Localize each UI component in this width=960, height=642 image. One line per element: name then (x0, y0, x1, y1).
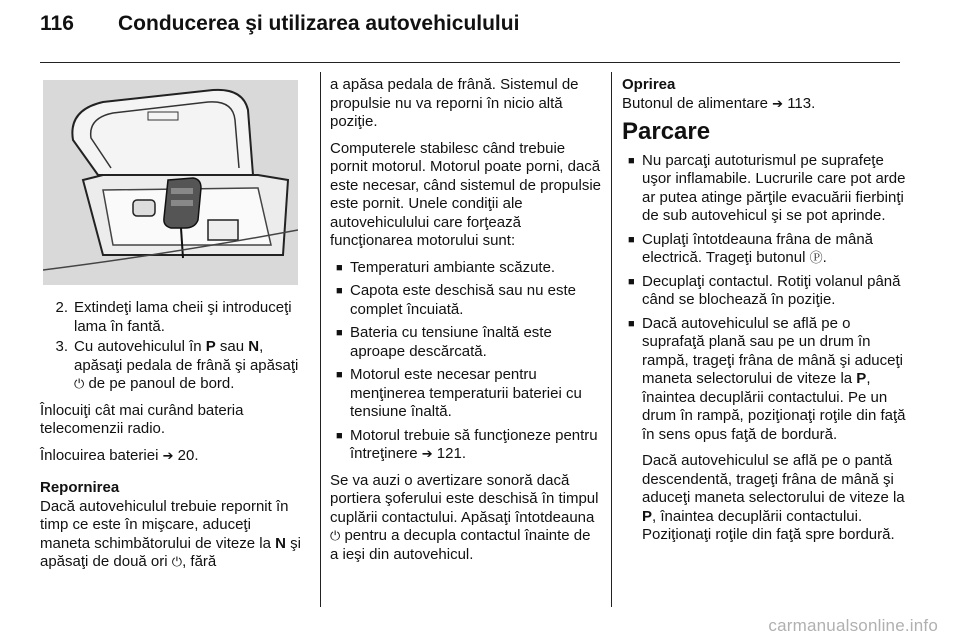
list-text: Decuplaţi contactul. Rotiţi volanul până când se blochează în poziţie. (642, 272, 901, 308)
list-text (350, 427, 602, 464)
column-1 (40, 80, 302, 580)
column-divider (611, 72, 612, 607)
text-run: Dacă autovehiculul se află pe o pantă descendentă, trageţi frâna de mână şi aduceţi maneta selectorului de viteze la (642, 452, 905, 506)
text-run: . (822, 249, 827, 266)
text-run: , înaintea decuplării contactului. Pe un drum în rampă, poziţionaţi roţile din faţă în sens opus faţă de bordură. (642, 370, 906, 443)
step-number: 2. (55, 299, 68, 316)
list-item (330, 427, 602, 464)
list-text: Motorul este necesar pentru menţinerea temperaturii bateriei cu tensiune înaltă. (350, 366, 582, 420)
list-paragraph (642, 452, 906, 545)
power-icon: ⏻ (330, 528, 341, 543)
list-item (622, 152, 906, 226)
list-item (40, 338, 302, 394)
list-item (330, 259, 602, 278)
header-rule (40, 62, 900, 63)
list-text (642, 315, 906, 545)
column-2 (330, 76, 602, 572)
paragraph (40, 447, 302, 466)
subheading-stop: Oprirea (622, 76, 676, 93)
subheading-restart: Repornirea (40, 479, 120, 496)
gear-p: P (642, 507, 653, 525)
paragraph (330, 472, 602, 565)
paragraph (622, 95, 906, 114)
power-icon: ⏻ (74, 376, 85, 391)
text-run: Motorul trebuie să funcţioneze pentru întreţinere (350, 426, 598, 462)
bullet-icon: ■ (336, 261, 343, 274)
key-slot-illustration (43, 80, 298, 285)
list-item (330, 324, 602, 361)
text-run: , înaintea decuplării contactului. Poziţionaţi roţile din faţă spre bordură. (642, 507, 895, 543)
text-run: Dacă autovehiculul trebuie repornit în timp ce este în mişcare, aduceţi maneta schimbătorului de viteze la (40, 497, 289, 552)
text-run: Dacă autovehiculul se află pe o suprafaţă plană sau pe un drum în rampă, trageţi frâna de mână şi aduceţi maneta selectorului de viteze la (642, 314, 903, 387)
list-item (622, 231, 906, 268)
list-text: Temperaturi ambiante scăzute. (350, 258, 556, 276)
text-run: pentru a decupla contactul înainte de a ieşi din autovehicul. (330, 527, 591, 563)
list-item (40, 299, 302, 336)
power-icon: ⏻ (171, 554, 183, 569)
page-reference[interactable]: 121. (436, 445, 466, 462)
list-text: Nu parcaţi autoturismul pe suprafeţe uşor inflamabile. Lucrurile care pot arde ar putea atinge părţile evacuării fierbinţi de sub autovehicul şi se pot aprinde. (642, 151, 906, 224)
page-number: 116 (40, 12, 74, 35)
watermark: carmanualsonline.info (768, 616, 938, 635)
gear-p: P (205, 338, 216, 355)
bullet-icon: ■ (628, 317, 635, 330)
text-run: Butonul de alimentare (622, 94, 773, 112)
condition-list (330, 259, 602, 464)
text-run: sau (215, 338, 249, 355)
text-run: de pe panoul de bord. (84, 375, 235, 392)
reference-arrow-icon: ➔ (421, 446, 433, 461)
bullet-icon: ■ (628, 275, 635, 288)
gear-n: N (275, 534, 286, 552)
gear-p: P (856, 370, 867, 387)
step-text: Extindeţi lama cheii şi introduceţi lama în fantă. (74, 299, 292, 335)
column-divider (320, 72, 321, 607)
bullet-icon: ■ (628, 233, 635, 246)
page-reference[interactable]: 20. (177, 446, 199, 464)
text-run: Se va auzi o avertizare sonoră dacă portiera şoferului este deschisă în timpul cuplării contactului. Apăsaţi întotdeauna (330, 471, 599, 526)
text-run: Înlocuirea bateriei (40, 446, 163, 464)
bullet-icon: ■ (336, 429, 343, 442)
step-text (74, 338, 302, 394)
page-title: Conducerea şi utilizarea autovehiculului (118, 12, 520, 35)
list-item (330, 282, 602, 319)
text-run: , fără (182, 553, 217, 570)
parking-list (622, 152, 906, 545)
gear-n: N (248, 338, 260, 355)
section-heading-parking: Parcare (622, 118, 711, 145)
list-item (622, 273, 906, 310)
page-reference[interactable]: 113. (787, 94, 816, 112)
bullet-icon: ■ (336, 285, 343, 297)
reference-arrow-icon: ➔ (162, 447, 174, 463)
text-run: Cu autovehiculul în (74, 338, 206, 355)
page-header (40, 12, 519, 52)
list-text (642, 231, 906, 268)
reference-arrow-icon: ➔ (772, 95, 784, 111)
list-paragraph (642, 315, 906, 445)
text-run: Cuplaţi întotdeauna frâna de mână electrică. Trageţi butonul (642, 230, 873, 266)
step-number: 3. (55, 338, 68, 355)
paragraph: Computerele stabilesc când trebuie pornit motorul. Motorul poate porni, dacă este necesar, când sistemul de propulsie este pornit. Unele condiţii ale autovehiculului care forţează funcţionarea motorului sunt: (330, 139, 601, 249)
step-list (40, 299, 302, 394)
column-3 (622, 76, 906, 553)
list-text: Bateria cu tensiune înaltă este aproape descărcată. (350, 324, 552, 360)
paragraph (40, 498, 302, 572)
text-run: , apăsaţi pedala de frână şi apăsaţi (74, 338, 299, 374)
bullet-icon: ■ (336, 327, 343, 339)
paragraph: a apăsa pedala de frână. Sistemul de propulsie nu va reporni în nicio altă poziţie. (330, 76, 579, 130)
bullet-icon: ■ (336, 369, 343, 381)
list-item (330, 366, 602, 422)
paragraph: Înlocuiţi cât mai curând bateria telecomenzii radio. (40, 401, 244, 437)
list-text: Capota este deschisă sau nu este complet încuiată. (350, 282, 576, 318)
list-item (622, 315, 906, 545)
parking-brake-icon: Ⓟ (809, 250, 823, 265)
bullet-icon: ■ (628, 154, 635, 167)
key-slot-drawing (43, 80, 298, 285)
text-run: şi apăsaţi de două ori (40, 534, 301, 570)
